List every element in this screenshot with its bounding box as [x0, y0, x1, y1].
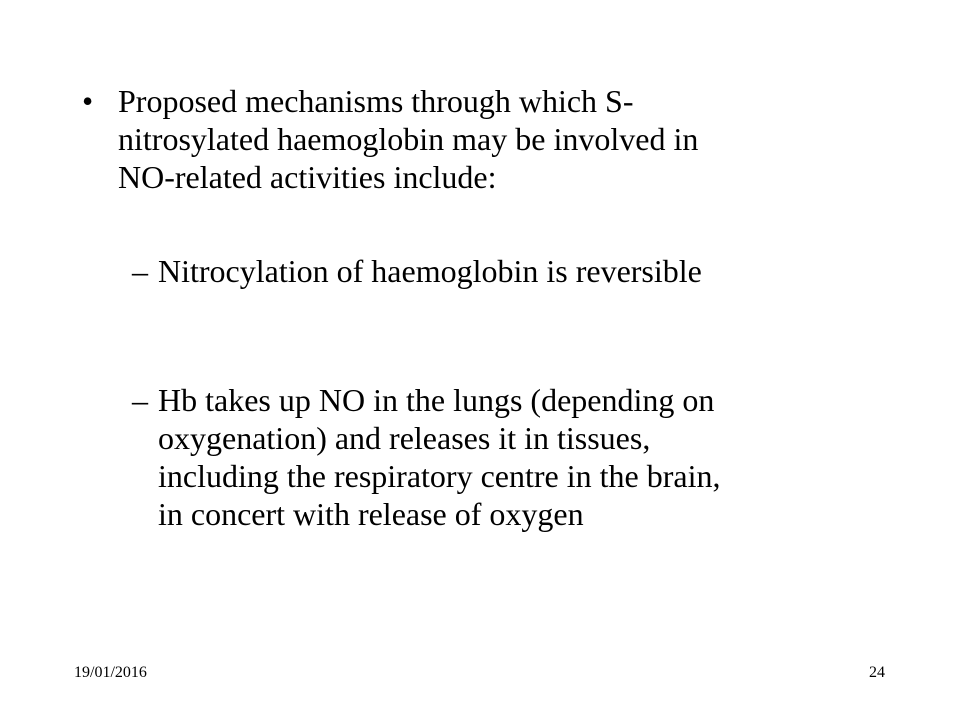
sub-bullet-text: [158, 252, 918, 290]
bullet-icon: •: [82, 83, 94, 119]
sub-bullet-text: [158, 381, 918, 533]
sub-bullet-line: Hb takes up NO in the lungs (depending on: [158, 382, 715, 418]
sub-bullet-line: oxygenation) and releases it in tissues,: [158, 420, 651, 456]
main-bullet-line: nitrosylated haemoglobin may be involved in: [118, 121, 699, 157]
footer-page-number: 24: [869, 664, 885, 681]
main-bullet-line: NO-related activities include:: [118, 159, 497, 195]
dash-icon: –: [132, 253, 148, 289]
sub-bullet-line: Nitrocylation of haemoglobin is reversible: [158, 253, 702, 289]
main-bullet-line: Proposed mechanisms through which S-: [118, 83, 634, 119]
main-bullet-text: [118, 82, 808, 196]
sub-bullet-line: in concert with release of oxygen: [158, 496, 584, 532]
sub-bullet-line: including the respiratory centre in the brain,: [158, 458, 721, 494]
footer-date: 19/01/2016: [74, 664, 147, 681]
dash-icon: –: [132, 382, 148, 418]
